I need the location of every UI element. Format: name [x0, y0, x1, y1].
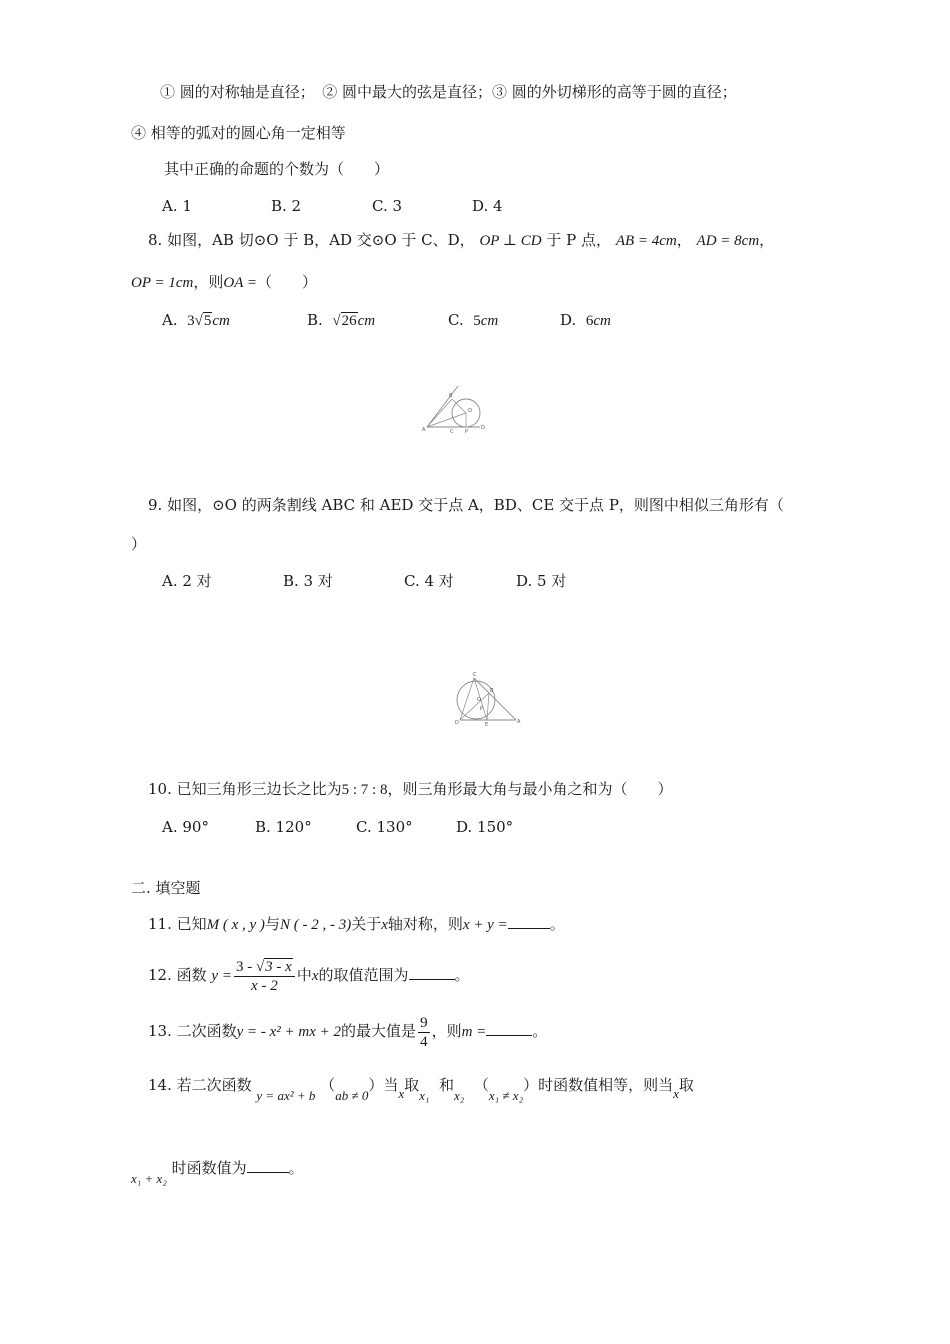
q14-paren-open: （	[320, 1076, 336, 1094]
q9-circle	[457, 681, 495, 719]
q8-option-d-value: 6	[585, 313, 594, 329]
q12-numerator-pre: 3 -	[235, 958, 253, 975]
q14-paren2-open: （	[473, 1076, 489, 1094]
q10-line	[148, 778, 672, 801]
q8-label-p: P	[465, 429, 469, 435]
q13-answer-blank[interactable]	[486, 1021, 532, 1036]
q7-question: 其中正确的命题的个数为（ ）	[164, 160, 390, 178]
q8-option-a-coef: 3	[187, 313, 195, 329]
q12-y: y =	[211, 968, 232, 984]
q10-option-d: D. 150°	[456, 818, 514, 836]
q9-option-a: A. 2 对	[162, 572, 212, 590]
q9-label-b: B	[490, 688, 494, 694]
q14-answer-blank[interactable]	[247, 1158, 289, 1173]
q9-line2: ）	[131, 535, 147, 553]
q8-op: OP = 1cm	[131, 275, 194, 291]
q8-label-c: C	[450, 429, 454, 435]
q14-line1	[148, 1072, 694, 1103]
q12-text-a: 12. 函数	[148, 966, 207, 984]
q12-answer-blank[interactable]	[409, 965, 455, 980]
q8-label-d: D	[481, 425, 485, 431]
q9-label-a: A	[517, 719, 521, 725]
q13-end: 。	[532, 1022, 548, 1040]
q14-var-x1: x₁	[419, 1088, 430, 1103]
q13-expression: y = - x² + mx + 2	[236, 1024, 342, 1040]
q8-option-b-letter: B.	[307, 311, 323, 329]
q13-text-b: 的最大值是	[341, 1022, 417, 1040]
q10-text-a: 10. 已知三角形三边长之比为	[148, 780, 342, 798]
q10-ratio: 5 : 7 : 8	[341, 782, 388, 798]
q8-ad: AD = 8cm	[696, 233, 760, 249]
q8-option-c-unit: cm	[480, 313, 499, 329]
q11-answer-blank[interactable]	[508, 914, 550, 929]
q14-sum: x₁ + x₂	[131, 1171, 167, 1186]
q9-option-d: D. 5 对	[516, 572, 567, 590]
q10-option-b: B. 120°	[255, 818, 312, 836]
q9-line-be	[487, 693, 489, 720]
q13-fraction	[418, 1014, 430, 1051]
q9-label-o: O	[477, 697, 481, 703]
q12-end: 。	[454, 966, 470, 984]
q13-text-a: 13. 二次函数	[148, 1022, 237, 1040]
q13-text-c: ，则	[431, 1022, 462, 1040]
q8-option-a-radical: √5	[194, 313, 212, 329]
q14-line2	[131, 1155, 304, 1186]
q12-line	[148, 955, 470, 996]
q11-sum: x + y =	[462, 917, 508, 933]
q14-condition: ab ≠ 0	[335, 1088, 369, 1103]
q9-line1: 9. 如图，⊙O 的两条割线 ABC 和 AED 交于点 A，BD、CE 交于点 P，则图中相似三角形有（	[148, 496, 784, 514]
q8-option-a-unit: cm	[212, 313, 230, 329]
q13-numerator: 9	[420, 1014, 428, 1031]
q14-var-x2: x₂	[454, 1088, 465, 1103]
q7-items-line1: ① 圆的对称轴是直径； ② 圆中最大的弦是直径；③ 圆的外切梯形的高等于圆的直径；	[160, 83, 737, 101]
q13-line	[148, 1011, 547, 1052]
q8-option-b-radical: √26	[332, 313, 357, 329]
q14-text-f: 取	[678, 1076, 694, 1094]
q12-text-c: 的取值范围为	[318, 966, 409, 984]
q13-denominator: 4	[420, 1033, 428, 1050]
q14-condition2: x₁ ≠ x₂	[488, 1088, 524, 1103]
q8-option-a-letter: A.	[162, 311, 178, 329]
q11-text-c: 关于	[351, 915, 382, 933]
q8-option-c-letter: C.	[448, 311, 464, 329]
q11-point-m: M ( x , y )	[206, 917, 265, 933]
section-2-title: 二. 填空题	[131, 879, 201, 897]
q7-items-line2: ④ 相等的弧对的圆心角一定相等	[131, 124, 346, 142]
q12-numerator-radical: 3 - x	[265, 958, 292, 975]
q8-option-d	[560, 309, 611, 332]
q14-expression: y = ax² + b	[256, 1088, 316, 1103]
q8-label-a: A	[422, 427, 426, 433]
q12-var-x: x	[311, 968, 319, 984]
q10-option-a: A. 90°	[162, 818, 209, 836]
q8-label-o: O	[468, 408, 472, 414]
q11-text-a: 11. 已知	[148, 915, 207, 933]
q11-line	[148, 913, 565, 936]
q11-end: 。	[549, 915, 565, 933]
q9-label-p: P	[480, 706, 484, 712]
q14-text-a: 14. 若二次函数	[148, 1076, 252, 1094]
q10-option-c: C. 130°	[356, 818, 413, 836]
q8-paren: （ ）	[256, 273, 317, 291]
q9-figure	[452, 670, 524, 728]
q9-label-e: E	[485, 722, 489, 728]
q8-option-c-value: 5	[473, 313, 481, 329]
q7-option-d: D. 4	[472, 197, 503, 215]
q14-text-e: 时函数值相等，则当	[538, 1076, 674, 1094]
q14-text-d: 和	[439, 1076, 455, 1094]
q7-option-a: A. 1	[162, 197, 192, 215]
q7-option-b: B. 2	[271, 197, 302, 215]
q14-paren2-close: ）	[523, 1076, 539, 1094]
q7-option-c: C. 3	[372, 197, 403, 215]
q8-line2	[131, 271, 317, 294]
q8-option-a	[162, 309, 230, 332]
q8-text-b: 于 P 点，	[546, 231, 612, 249]
q8-option-b-unit: cm	[357, 313, 376, 329]
q11-var-x: x	[381, 917, 388, 933]
q14-var-x-again: x	[673, 1086, 679, 1101]
q10-text-b: ，则三角形最大角与最小角之和为（ ）	[387, 780, 673, 798]
q11-text-d: 轴对称，则	[387, 915, 463, 933]
q14-text-b: 当	[383, 1076, 399, 1094]
q11-point-n: N ( - 2 , - 3)	[279, 917, 352, 933]
q9-option-b: B. 3 对	[283, 572, 333, 590]
q8-figure	[420, 383, 488, 439]
q14-var-x: x	[398, 1086, 405, 1101]
q9-label-c: C	[473, 672, 477, 678]
q14-text-c: 取	[404, 1076, 420, 1094]
q9-label-d: D	[455, 720, 459, 726]
q14-end: 。	[288, 1159, 304, 1177]
q8-perp: OP ⊥ CD	[479, 233, 542, 249]
q14-text-g: 时函数值为	[171, 1159, 247, 1177]
q8-option-c	[448, 309, 498, 332]
q8-then: ，则	[193, 273, 224, 291]
q8-oa: OA =	[223, 275, 257, 291]
q14-paren-close: ）	[368, 1076, 384, 1094]
q12-text-b: 中	[296, 966, 312, 984]
q8-line1: 8. 如图，AB 切⊙O 于 B，AD 交⊙O 于 C、D， OP ⊥ CD 于 P 点， AB = 4cm， AD = 8cm，	[148, 231, 775, 249]
q8-label-b: B	[449, 393, 453, 399]
q13-m: m =	[461, 1024, 487, 1040]
q9-option-c: C. 4 对	[404, 572, 454, 590]
q8-text-a: 8. 如图，AB 切⊙O 于 B，AD 交⊙O 于 C、D，	[148, 231, 475, 249]
q12-fraction: $\frac{3 - √3 - x}{x - 2}$	[234, 958, 295, 995]
q8-ab: AB = 4cm	[615, 233, 677, 249]
q12-denominator: x - 2	[251, 977, 278, 994]
q8-option-b	[307, 309, 375, 332]
q8-option-d-letter: D.	[560, 311, 577, 329]
q11-text-b: 与	[264, 915, 280, 933]
q8-option-d-unit: cm	[593, 313, 611, 329]
